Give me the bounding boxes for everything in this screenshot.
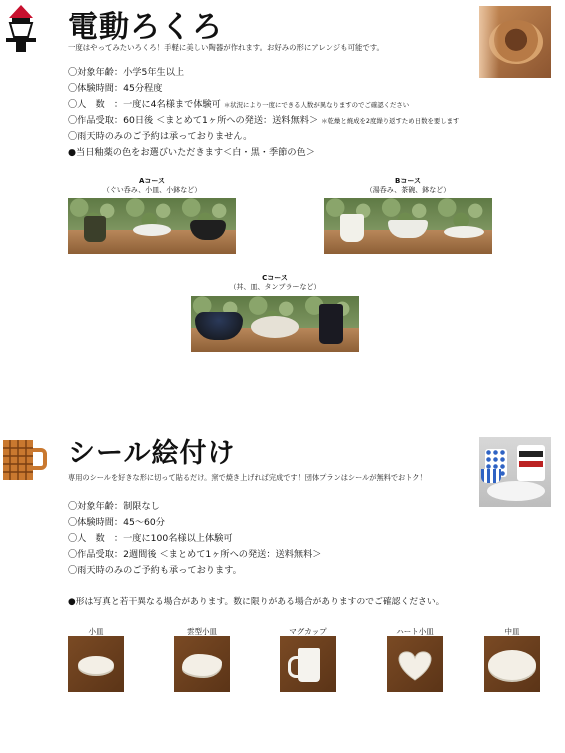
heart-plate-photo [387,636,443,692]
section2-details [68,501,322,577]
detail-rain: 〇雨天時のみのご予約も承っております。 [68,565,242,576]
section2-intro: 専用のシールを好きな形に切って貼るだけ。窯で焼き上げれば完成です！団体プランはシールが無料でおトク！ [68,473,427,482]
section1-title: 電動ろくろ [68,10,223,45]
item-label-heart-plate: ハート小皿 [396,627,434,636]
detail-age: 〇対象年齢：制限なし [68,501,160,512]
course-b-caption: Bコース （湯呑み、茶碗、鉢など） [365,177,451,194]
mug-icon [0,436,48,484]
medium-plate-photo [484,636,540,692]
detail-duration: 〇体験時間：45分程度 [68,83,163,94]
potter-wheel-icon [2,3,40,55]
item-label-mug: マグカップ [289,627,327,636]
course-c-caption: Cコース （丼、皿、タンブラーなど） [229,274,321,291]
detail-pickup: 〇作品受取：60日後 ＜まとめて1ヶ所への発送：送料無料＞ ＊乾燥と焼成を2度繰り返すため日数を要します [68,115,460,126]
course-b-photos [324,198,492,254]
detail-capacity: 〇人 数 ：一度に100名様以上体験可 [68,533,233,544]
section1-intro: 一度はやってみたいろくろ！手軽に美しい陶器が作れます。お好みの形にアレンジも可能です。 [68,43,384,52]
item-label-cloud-plate: 雲型小皿 [187,627,217,636]
detail-glaze: ●当日釉薬の色をお選びいただきます＜白・黒・季節の色＞ [68,147,315,158]
cloud-plate-photo [174,636,230,692]
course-a-caption: Aコース （ぐい呑み、小皿、小鉢など） [102,177,202,194]
small-plate-photo [68,636,124,692]
item-label-small-plate: 小皿 [88,627,104,636]
section2-notice: ●形は写真と若干異なる場合があります。数に限りがある場合がありますのでご確認ください。 [68,597,445,607]
detail-pickup: 〇作品受取：2週間後 ＜まとめて1ヶ所への発送：送料無料＞ [68,549,322,560]
detail-rain: 〇雨天時のみのご予約は承っておりません。 [68,131,253,142]
detail-age: 〇対象年齢：小学5年生以上 [68,67,185,78]
course-c-photos [191,296,359,352]
detail-duration: 〇体験時間：45〜60分 [68,517,165,528]
section1-details [68,67,459,159]
item-label-medium-plate: 中皿 [504,627,520,636]
mug-photo [280,636,336,692]
course-a-photos [68,198,236,254]
sticker-mugs-photo [479,437,551,507]
pottery-wheel-photo [479,6,551,78]
section2-title: シール絵付け [68,438,236,469]
detail-capacity: 〇人 数 ：一度に4名様まで体験可 ＊状況により一度にできる人数が異なりますのでご確認ください [68,99,410,110]
